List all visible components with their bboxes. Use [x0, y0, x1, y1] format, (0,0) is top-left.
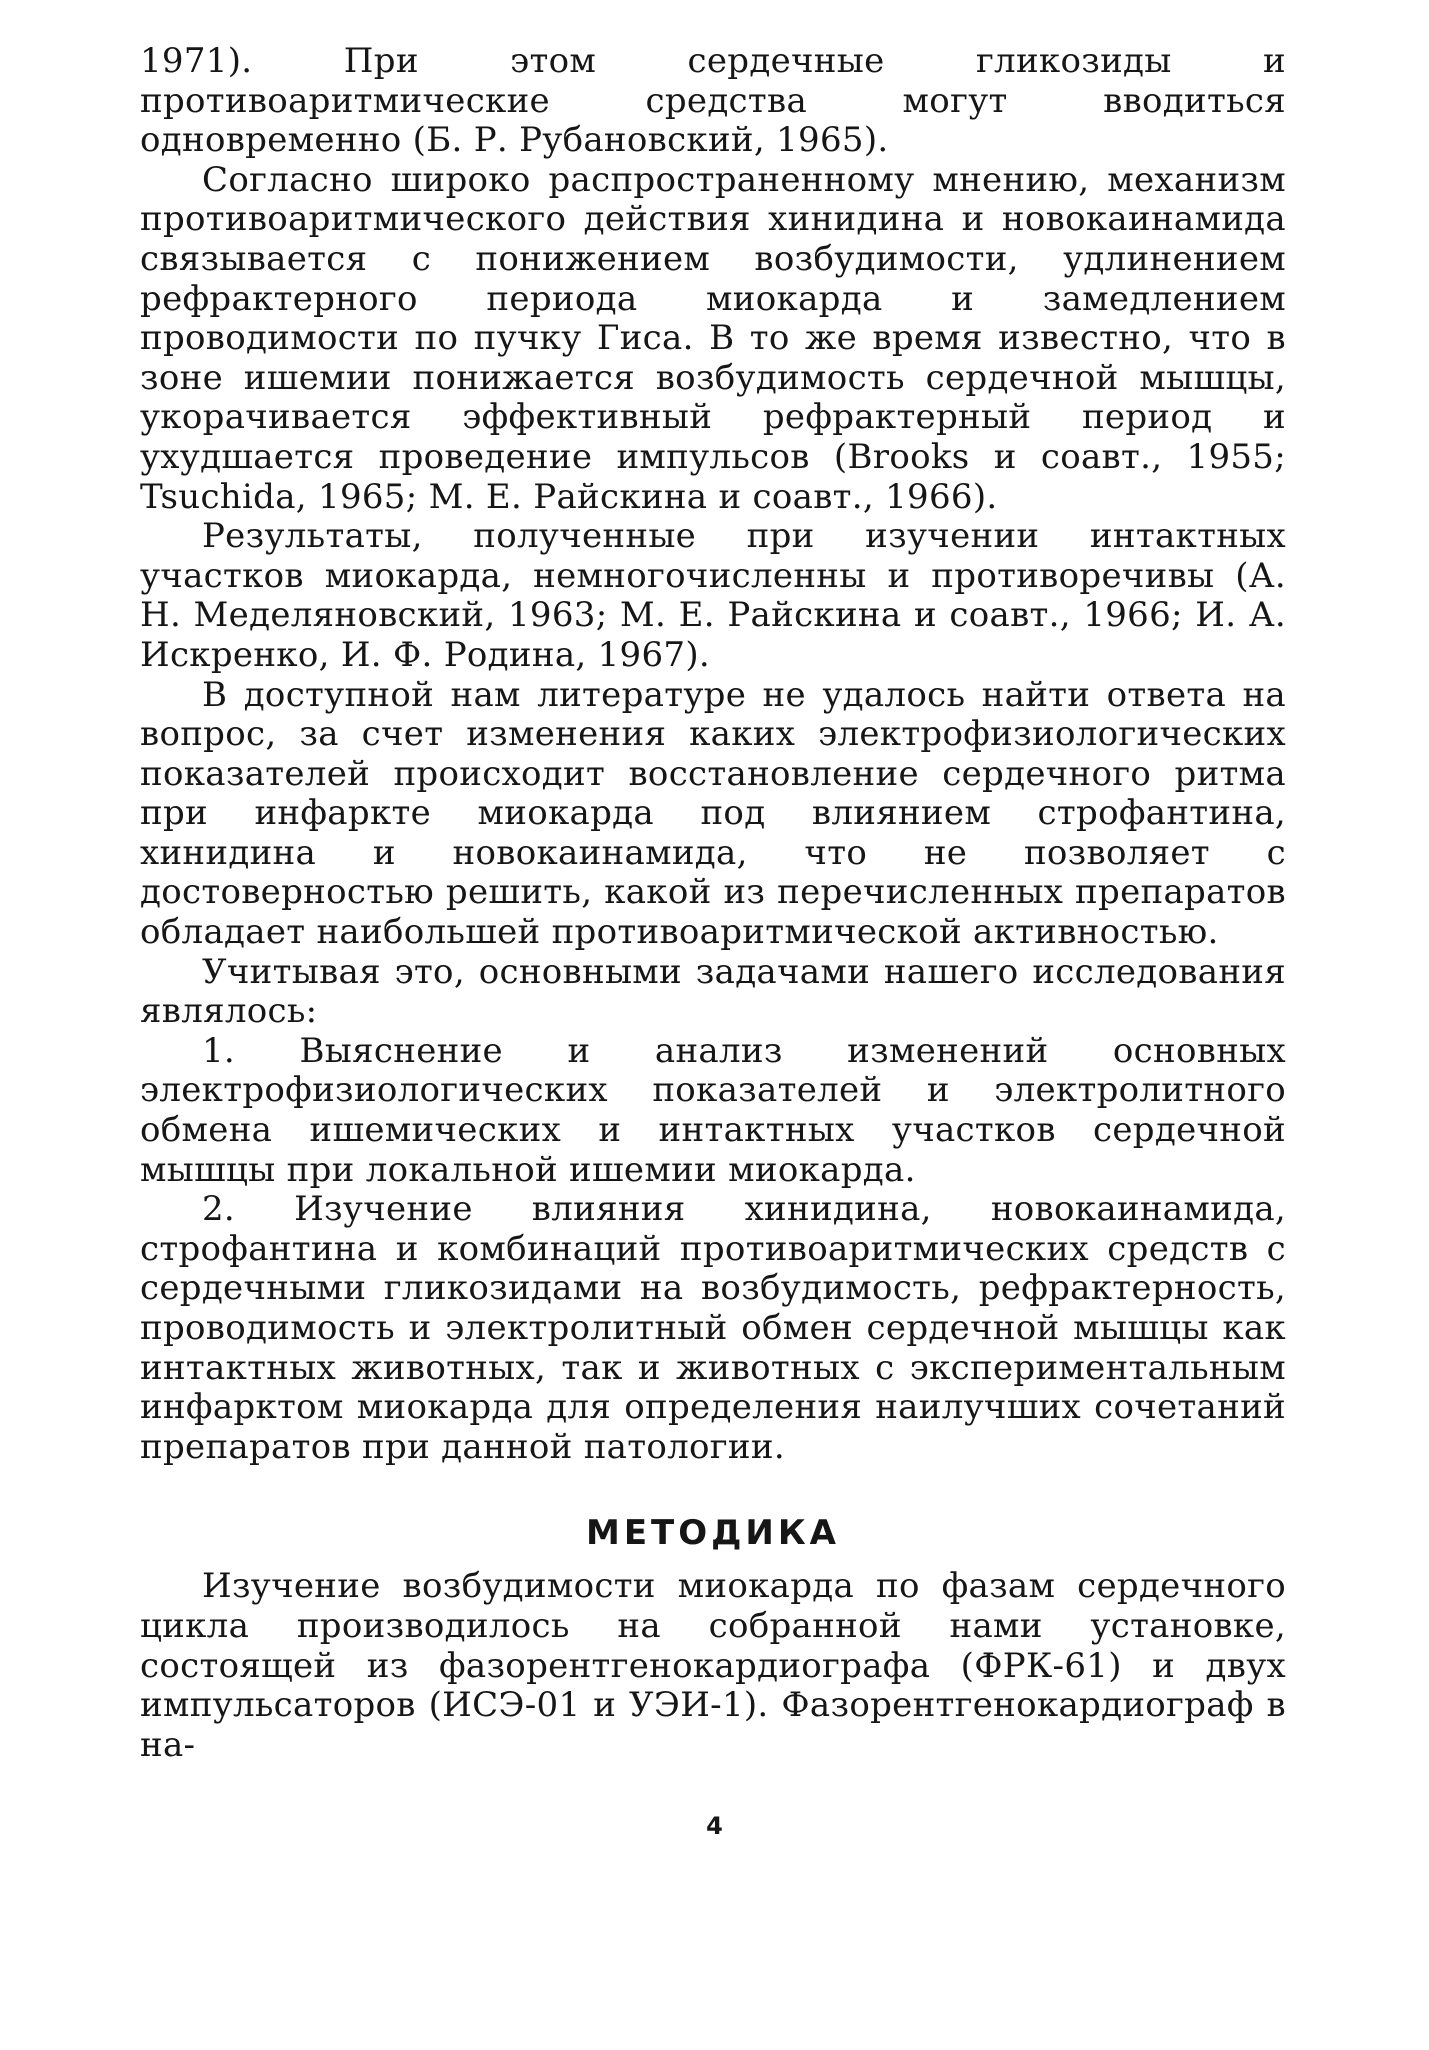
section-heading-methodology: МЕТОДИКА [586, 1513, 840, 1554]
paragraph-literature: В доступной нам литературе не удалось найти ответа на вопрос, за счет изменения каких электрофизиологических показателей происходит восстановление сердечного ритма при инфаркте миокарда под влиянием строфантина, хинидина и новокаинамида, что не позволяет с достоверностью решить, какой из перечисленных препаратов обладает наибольшей противоаритмической активностью. [140, 674, 1286, 953]
paragraph-results: Результаты, полученные при изучении интактных участков миокарда, немногочисленны и противоречивы (А. Н. Меделяновский, 1963; М. Е. Райскина и соавт., 1966; И. А. Искренко, И. Ф. Родина, 1967). [140, 516, 1286, 675]
paragraph-mechanism: Согласно широко распространенному мнению, механизм противоаритмического действия хинидина и новокаинамида связывается с понижением возбудимости, удлинением рефрактерного периода миокарда и замедлением проводимости по пучку Гиса. В то же время известно, что в зоне ишемии понижается возбудимость сердечной мышцы, укорачивается эффективный рефрактерный период и ухудшается проведение импульсов (Brooks и соавт., 1955; Tsuchida, 1965; М. Е. Райскина и соавт., 1966). [140, 159, 1286, 517]
heading-spacer-after [140, 1553, 1286, 1567]
paragraph-methodology: Изучение возбудимости миокарда по фазам сердечного цикла производилось на собранной нами установке, состоящей из фазорентгенокардиографа (ФРК-61) и двух импульсаторов (ИСЭ-01 и УЭИ-1). Фазорентгенокардиограф в на- [140, 1566, 1286, 1765]
paragraph-continuation: 1971). При этом сердечные гликозиды и противоаритмические средства могут вводиться одновременно (Б. Р. Рубановский, 1965). [140, 41, 1286, 161]
heading-spacer [140, 1467, 1286, 1513]
paragraph-tasks-intro: Учитывая это, основными задачами нашего исследования являлось: [140, 951, 1286, 1032]
page-number: 4 [706, 1812, 723, 1840]
list-item-task-2: 2. Изучение влияния хинидина, новокаинамида, строфантина и комбинаций противоаритмических средств с сердечными гликозидами на возбудимость, рефрактерность, проводимость и электролитный обмен сердечной мышцы как интактных животных, так и животных с экспериментальным инфарктом миокарда для определения наилучших сочетаний препаратов при данной патологии. [140, 1189, 1286, 1467]
page-body [140, 42, 1286, 1765]
list-item-task-1: 1. Выяснение и анализ изменений основных электрофизиологических показателей и электролитного обмена ишемических и интактных участков сердечной мышцы при локальной ишемии миокарда. [140, 1030, 1286, 1190]
